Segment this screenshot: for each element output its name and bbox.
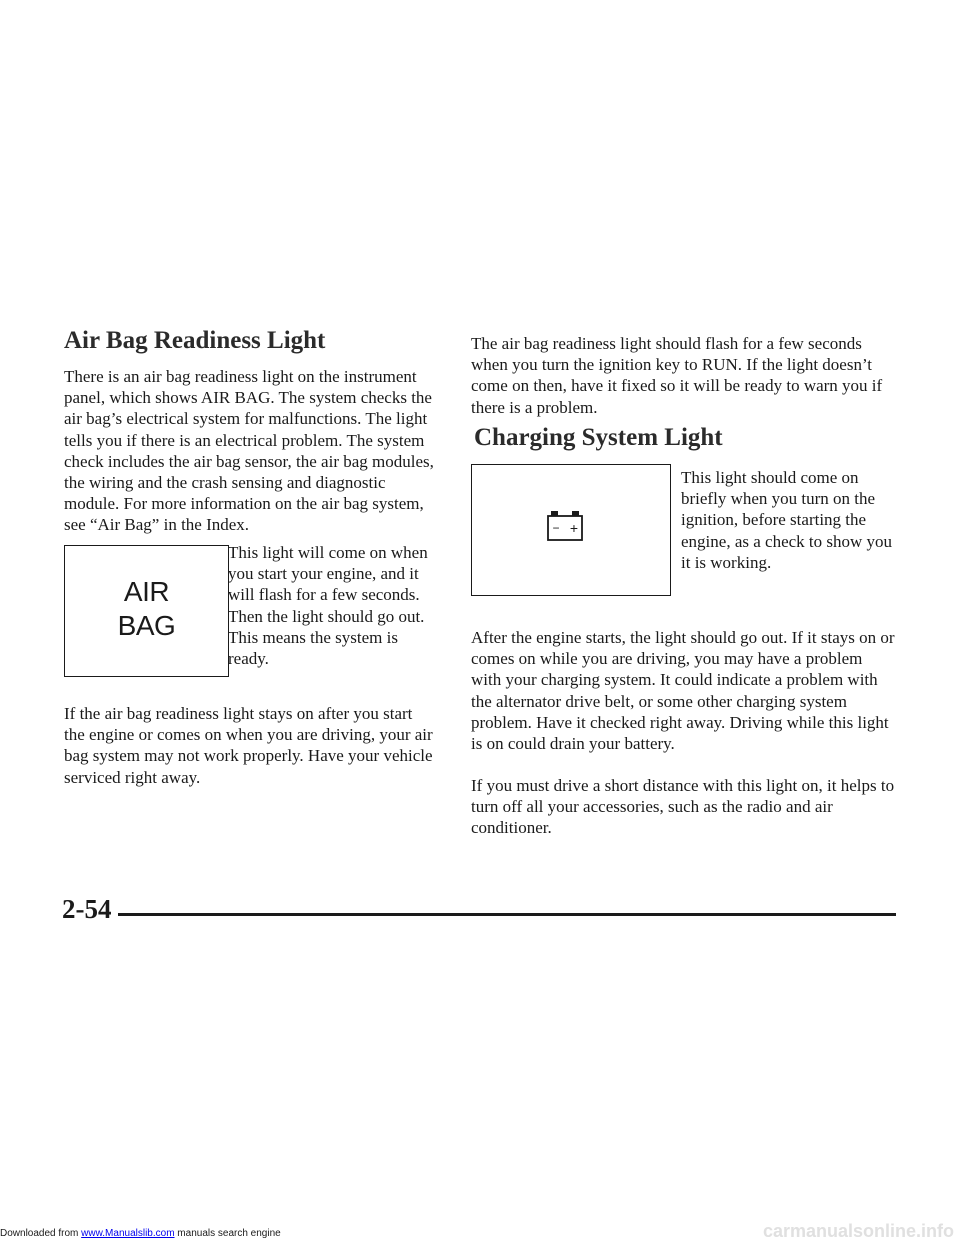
battery-plus-sign: +: [569, 519, 578, 536]
section-title-air-bag: Air Bag Readiness Light: [64, 327, 326, 354]
watermark: carmanualsonline.info: [762, 1221, 954, 1241]
charging-accessories-paragraph: If you must drive a short distance with this light on, it helps to turn off all your accessories, such as the radio and air conditioner.: [471, 776, 895, 838]
battery-minus-sign: −: [551, 520, 560, 535]
manualslib-link[interactable]: www.Manualslib.com: [81, 1228, 175, 1239]
air-bag-intro-paragraph: There is an air bag readiness light on the instrument panel, which shows AIR BAG. The system checks the air bag’s electrical system for malfunctions. The light tells you if there is an electrical problem. The system check includes the air bag sensor, the air bag modules, the wiring and the crash sensing and diagnostic module. For more information on the air bag system, see “Air Bag” in the Index.: [64, 367, 434, 535]
air-bag-flash-paragraph: The air bag readiness light should flash for a few seconds when you turn the ignition key to RUN. If the light doesn’t come on then, have it fixed so it will be ready to warn you if there is a problem.: [471, 334, 883, 417]
charging-icon-caption: This light should come on briefly when you turn on the ignition, before starting the engine, as a check to show you it is working.: [681, 468, 893, 572]
page-number: 2-54: [62, 894, 118, 925]
footer-rule: [64, 913, 896, 916]
charging-system-light-icon: [471, 464, 671, 596]
footer-suffix: manuals search engine: [174, 1228, 281, 1239]
download-footer: [0, 1228, 281, 1240]
battery-icon: [471, 464, 671, 596]
footer-prefix: Downloaded from: [0, 1228, 82, 1239]
air-bag-warning-paragraph: If the air bag readiness light stays on after you start the engine or comes on when you are driving, your air bag system may not work properly. Have your vehicle serviced right away.: [64, 704, 433, 787]
air-bag-icon-line-1: AIR: [123, 576, 170, 607]
air-bag-readiness-light-icon: [64, 545, 229, 677]
charging-problem-paragraph: After the engine starts, the light should go out. If it stays on or comes on while you are driving, you may have a problem with your charging system. It could indicate a problem with the alternator drive belt, or some other charging system problem. Have it checked right away. Driving while this light is on could drain your battery.: [471, 628, 895, 754]
section-title-charging-system: Charging System Light: [474, 424, 723, 451]
air-bag-icon-line-2: BAG: [117, 610, 176, 641]
air-bag-icon-caption: This light will come on when you start your engine, and it will flash for a few seconds. Then the light should go out. This means the system is ready.: [228, 543, 428, 669]
